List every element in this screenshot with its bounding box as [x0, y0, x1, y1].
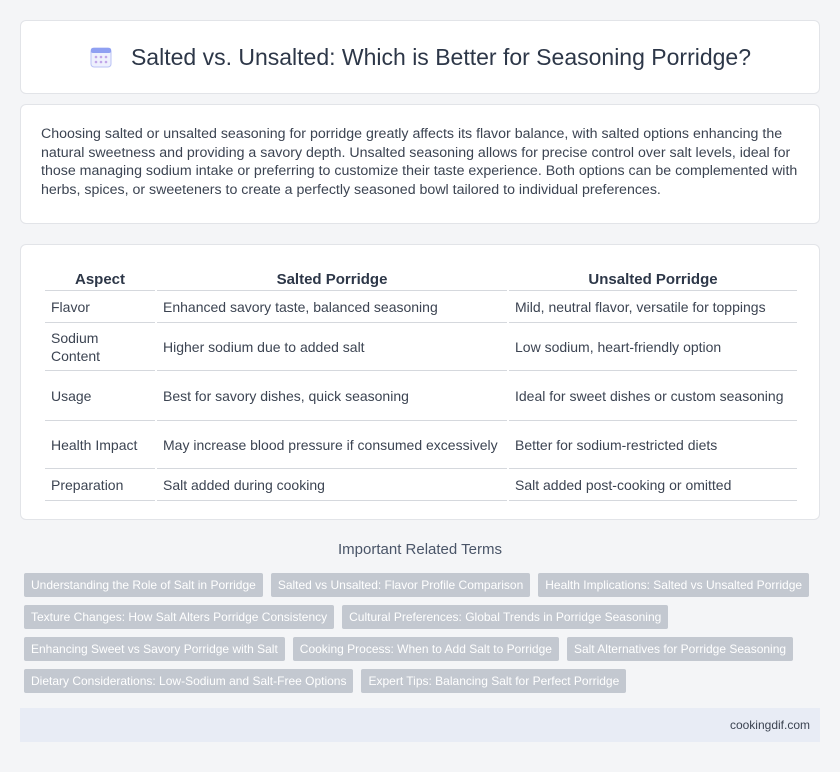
related-tag[interactable]: Salted vs Unsalted: Flavor Profile Comparison [271, 573, 530, 597]
related-tag[interactable]: Texture Changes: How Salt Alters Porridge Consistency [24, 605, 334, 629]
row-unsalted: Salt added post-cooking or omitted [509, 469, 797, 501]
title-card [20, 20, 820, 94]
header-salted: Salted Porridge [157, 265, 507, 291]
footer-site-link[interactable]: cookingdif.com [729, 718, 810, 732]
comparison-table-card [20, 244, 820, 520]
row-aspect: Flavor [45, 291, 155, 323]
related-tag[interactable]: Cultural Preferences: Global Trends in Porridge Seasoning [342, 605, 668, 629]
table-header-row [45, 265, 797, 291]
related-tag[interactable]: Salt Alternatives for Porridge Seasoning [567, 637, 793, 661]
header-aspect: Aspect [45, 265, 155, 291]
calendar-icon [89, 45, 113, 69]
row-unsalted: Ideal for sweet dishes or custom seasoning [509, 371, 797, 421]
row-salted: May increase blood pressure if consumed excessively [157, 421, 507, 469]
row-unsalted: Better for sodium-restricted diets [509, 421, 797, 469]
row-salted: Higher sodium due to added salt [157, 323, 507, 371]
related-tag[interactable]: Dietary Considerations: Low-Sodium and Salt-Free Options [24, 669, 353, 693]
table-row [45, 469, 797, 501]
row-salted: Enhanced savory taste, balanced seasoning [157, 291, 507, 323]
header-unsalted: Unsalted Porridge [509, 265, 797, 291]
related-tag[interactable]: Cooking Process: When to Add Salt to Porridge [293, 637, 559, 661]
intro-card [20, 104, 820, 224]
row-aspect: Usage [45, 371, 155, 421]
related-tag[interactable]: Expert Tips: Balancing Salt for Perfect Porridge [361, 669, 626, 693]
row-aspect: Health Impact [45, 421, 155, 469]
related-tag[interactable]: Enhancing Sweet vs Savory Porridge with Salt [24, 637, 285, 661]
row-unsalted: Mild, neutral flavor, versatile for toppings [509, 291, 797, 323]
table-row [45, 291, 797, 323]
related-terms-tags [24, 573, 820, 693]
related-tag[interactable]: Health Implications: Salted vs Unsalted Porridge [538, 573, 809, 597]
related-tag[interactable]: Understanding the Role of Salt in Porridge [24, 573, 263, 597]
row-aspect: Sodium Content [45, 323, 155, 371]
page-title: Salted vs. Unsalted: Which is Better for Seasoning Porridge? [130, 43, 752, 70]
intro-text: Choosing salted or unsalted seasoning for porridge greatly affects its flavor balance, with salted options enhancing the natural sweetness and providing a savory depth. Unsalted seasoning allows for precise control over salt levels, ideal for those managing sodium intake or preferring to customize their taste experience. Both options can be complemented with herbs, spices, or sweeteners to create a perfectly seasoned bowl tailored to individual preferences. [41, 126, 798, 198]
footer [20, 708, 820, 742]
table-row [45, 421, 797, 469]
related-terms-title: Important Related Terms [338, 541, 502, 558]
comparison-table [43, 265, 799, 501]
table-row [45, 323, 797, 371]
table-row [45, 371, 797, 421]
row-aspect: Preparation [45, 469, 155, 501]
row-salted: Best for savory dishes, quick seasoning [157, 371, 507, 421]
row-unsalted: Low sodium, heart-friendly option [509, 323, 797, 371]
row-salted: Salt added during cooking [157, 469, 507, 501]
